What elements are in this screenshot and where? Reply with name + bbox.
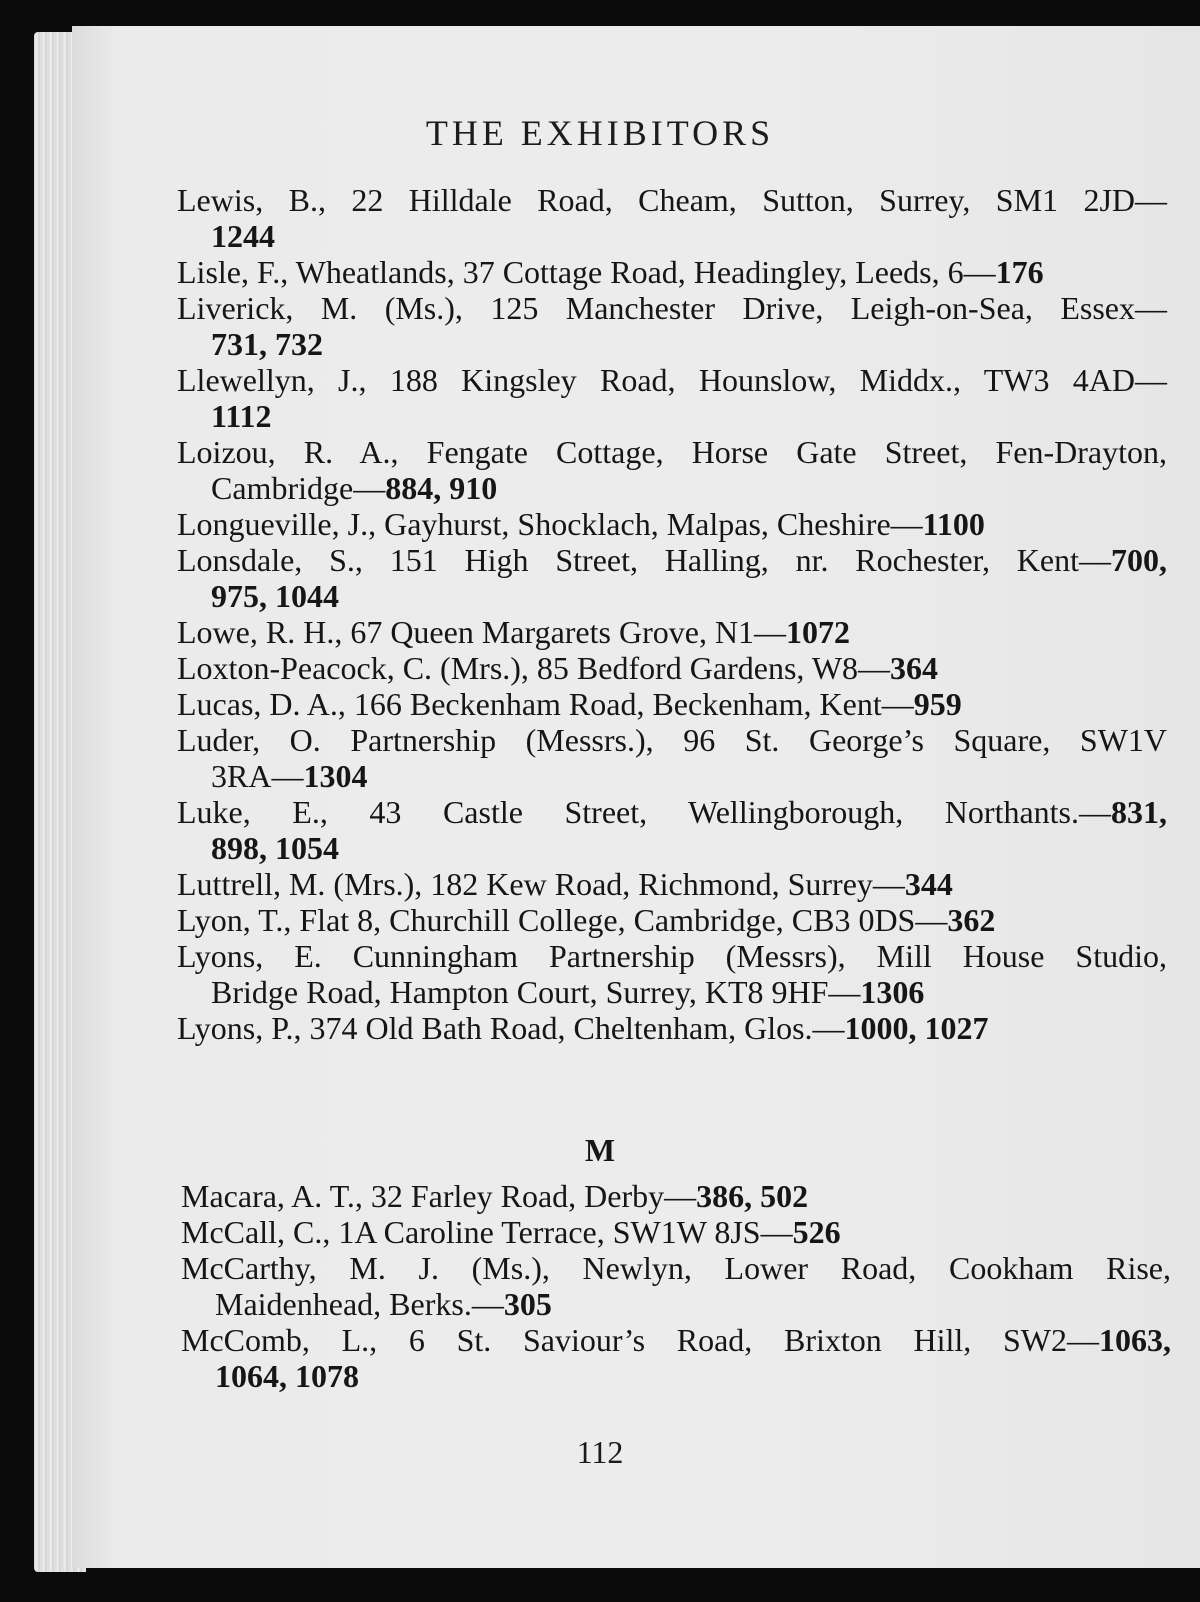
list-item <box>177 686 1167 722</box>
entry-catalogue-numbers: 386, 502 <box>696 1178 809 1214</box>
entry-text: Lonsdale, S., 151 High Street, Halling, nr. Rochester, Kent— <box>177 542 1111 578</box>
entry-catalogue-numbers: 959 <box>913 686 962 722</box>
entry-text: McCarthy, M. J. (Ms.), Newlyn, Lower Road, Cookham Rise, <box>181 1250 1171 1286</box>
entry-catalogue-numbers-continued: 975, 1044 <box>211 578 339 614</box>
entry-catalogue-numbers: 364 <box>890 650 939 686</box>
entry-text: Lyons, P., 374 Old Bath Road, Cheltenham, Glos.— <box>177 1010 845 1046</box>
entry-catalogue-numbers-continued: 898, 1054 <box>211 830 339 866</box>
list-item <box>177 434 1167 506</box>
entry-catalogue-numbers: 731, 732 <box>211 326 323 362</box>
entry-text: Longueville, J., Gayhurst, Shocklach, Malpas, Cheshire— <box>177 506 923 542</box>
entry-text: Liverick, M. (Ms.), 125 Manchester Drive, Leigh-on-Sea, Essex— <box>177 290 1167 326</box>
list-item <box>177 290 1167 362</box>
list-item <box>177 182 1167 254</box>
entry-catalogue-numbers: 526 <box>792 1214 841 1250</box>
page-number: 112 <box>576 1434 624 1470</box>
section-heading-m: M <box>584 1132 616 1168</box>
list-item <box>177 866 1167 902</box>
entry-catalogue-numbers: 1244 <box>211 218 275 254</box>
entry-catalogue-numbers: 1100 <box>922 506 985 542</box>
list-item <box>177 722 1167 794</box>
entry-text: Lowe, R. H., 67 Queen Margarets Grove, N1— <box>177 614 787 650</box>
entry-text-continued: Bridge Road, Hampton Court, Surrey, KT8 9HF— <box>211 974 861 1010</box>
exhibitor-list-m <box>181 1178 1171 1394</box>
entry-text: Lewis, B., 22 Hilldale Road, Cheam, Sutton, Surrey, SM1 2JD— <box>177 182 1167 218</box>
entry-catalogue-numbers-continued: 1064, 1078 <box>215 1358 359 1394</box>
entry-catalogue-numbers: 831, <box>1111 794 1167 830</box>
page-title: THE EXHIBITORS <box>425 113 775 153</box>
entry-catalogue-numbers: 884, 910 <box>385 470 498 506</box>
list-item <box>177 938 1167 1010</box>
entry-catalogue-numbers: 1063, <box>1099 1322 1171 1358</box>
entry-text-continued: Maidenhead, Berks.— <box>215 1286 504 1322</box>
entry-text-continued: 3RA— <box>211 758 304 794</box>
entry-text: Loizou, R. A., Fengate Cottage, Horse Gate Street, Fen-Drayton, <box>177 434 1167 470</box>
entry-text: McCall, C., 1A Caroline Terrace, SW1W 8JS— <box>181 1214 793 1250</box>
entry-text: McComb, L., 6 St. Saviour’s Road, Brixton Hill, SW2— <box>181 1322 1099 1358</box>
entry-catalogue-numbers: 176 <box>995 254 1044 290</box>
entry-text: Lyons, E. Cunningham Partnership (Messrs), Mill House Studio, <box>177 938 1167 974</box>
entry-catalogue-numbers: 1072 <box>786 614 851 650</box>
entry-text: Loxton-Peacock, C. (Mrs.), 85 Bedford Gardens, W8— <box>177 650 891 686</box>
list-item <box>181 1322 1171 1394</box>
entry-text: Llewellyn, J., 188 Kingsley Road, Hounslow, Middx., TW3 4AD— <box>177 362 1167 398</box>
entry-catalogue-numbers: 1304 <box>303 758 368 794</box>
list-item <box>177 614 1167 650</box>
list-item <box>177 650 1167 686</box>
entry-text: Lyon, T., Flat 8, Churchill College, Cambridge, CB3 0DS— <box>177 902 948 938</box>
list-item <box>177 902 1167 938</box>
entry-text: Luttrell, M. (Mrs.), 182 Kew Road, Richmond, Surrey— <box>177 866 905 902</box>
list-item <box>177 794 1167 866</box>
entry-text: Luder, O. Partnership (Messrs.), 96 St. George’s Square, SW1V <box>177 722 1167 758</box>
entry-text: Macara, A. T., 32 Farley Road, Derby— <box>181 1178 697 1214</box>
list-item <box>177 254 1167 290</box>
entry-catalogue-numbers: 700, <box>1111 542 1167 578</box>
list-item <box>177 506 1167 542</box>
entry-catalogue-numbers: 344 <box>904 866 953 902</box>
list-item <box>181 1250 1171 1322</box>
list-item <box>177 1010 1167 1046</box>
entry-text: Luke, E., 43 Castle Street, Wellingborough, Northants.— <box>177 794 1111 830</box>
entry-text: Lisle, F., Wheatlands, 37 Cottage Road, Headingley, Leeds, 6— <box>177 254 996 290</box>
list-item <box>181 1178 1171 1214</box>
entry-catalogue-numbers: 1000, 1027 <box>844 1010 989 1046</box>
entry-catalogue-numbers: 305 <box>503 1286 552 1322</box>
entry-text-continued: Cambridge— <box>211 470 386 506</box>
exhibitor-list-l <box>177 182 1167 1046</box>
list-item <box>177 362 1167 434</box>
list-item <box>181 1214 1171 1250</box>
entry-catalogue-numbers: 1112 <box>211 398 272 434</box>
entry-catalogue-numbers: 1306 <box>860 974 925 1010</box>
entry-text: Lucas, D. A., 166 Beckenham Road, Beckenham, Kent— <box>177 686 914 722</box>
list-item <box>177 542 1167 614</box>
entry-catalogue-numbers: 362 <box>947 902 996 938</box>
